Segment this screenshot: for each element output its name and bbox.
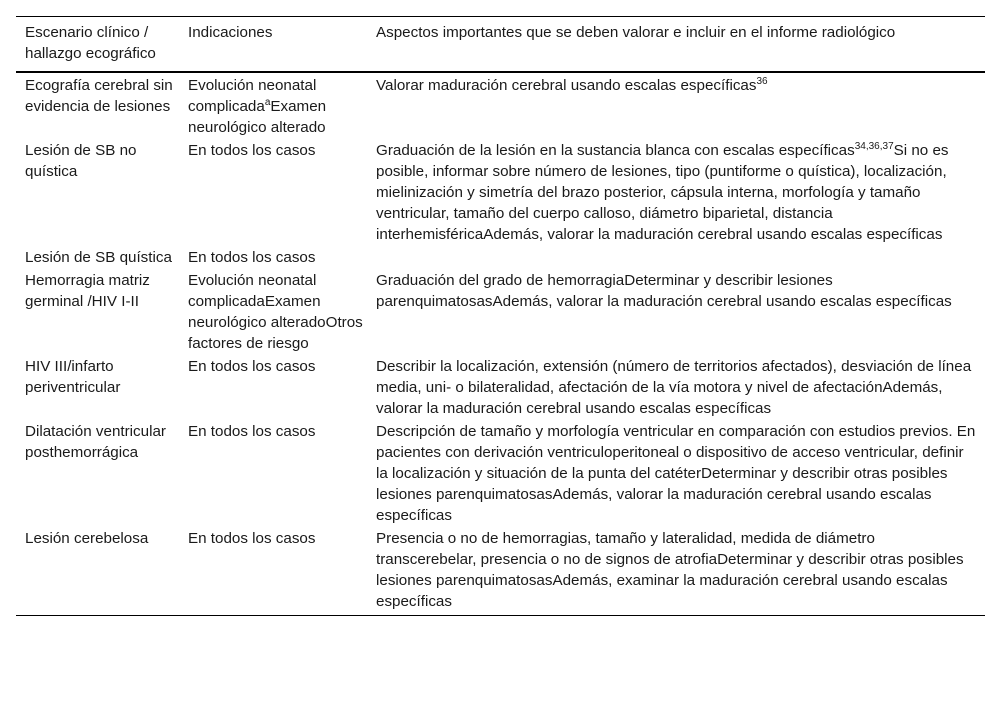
cell-indication: En todos los casos (188, 423, 316, 440)
cell-indication-text: Examen neurológico alterado (188, 98, 327, 136)
citation-marker: 34,36,37 (854, 141, 894, 152)
cell-aspects: Describir la localización, extensión (número de territorios afectados), desviación de línea media, uni- o bilateralidad, afectación de la vía motora y nivel de afectaciónAdemás, valorar la maduración cerebral usando escalas específicas (376, 358, 972, 417)
footnote-marker: a (264, 97, 271, 108)
cell-scenario: Ecografía cerebral sin evidencia de lesiones (25, 77, 173, 115)
citation-marker: 36 (756, 76, 768, 87)
cell-scenario: HIV III/infarto periventricular (25, 358, 121, 396)
table-row (16, 420, 985, 527)
table-header (16, 17, 985, 73)
table-row (16, 527, 985, 616)
header-aspects: Aspectos importantes que se deben valorar e incluir en el informe radiológico (376, 24, 896, 41)
cell-aspects: Graduación del grado de hemorragiaDeterminar y describir lesiones parenquimatosasAdemás, valorar la maduración cerebral usando escalas específicas (376, 272, 952, 310)
cell-indication: En todos los casos (188, 142, 316, 159)
cell-aspects (376, 139, 985, 246)
table-row (16, 355, 985, 420)
header-indications: Indicaciones (188, 24, 273, 41)
header-row (16, 17, 985, 73)
cell-scenario: Lesión de SB quística (25, 249, 172, 266)
cell-indication: Evolución neonatal complicadaExamen neurológico alteradoOtros factores de riesgo (188, 272, 363, 352)
cell-scenario: Lesión de SB no quística (25, 142, 137, 180)
cell-indication (188, 72, 376, 139)
cell-indication: En todos los casos (188, 530, 316, 547)
cell-scenario: Hemorragia matriz germinal /HIV I-II (25, 272, 150, 310)
cell-aspects: Presencia o no de hemorragias, tamaño y lateralidad, medida de diámetro transcerebelar, presencia o no de signos de atrofiaDeterminar y describir otras posibles lesiones parenquimatosasAdemás, examinar la maduración cerebral usando escalas específicas (376, 530, 964, 610)
cell-scenario: Dilatación ventricular posthemorrágica (25, 423, 166, 461)
cell-indication-text: Evolución neonatal complicada (188, 77, 317, 115)
cell-aspects (376, 246, 985, 269)
radiology-report-table (16, 16, 985, 616)
table-body (16, 72, 985, 616)
cell-aspects-text: Valorar maduración cerebral usando escalas específicas (376, 77, 757, 94)
table-row (16, 72, 985, 139)
table-row (16, 246, 985, 269)
header-scenario: Escenario clínico / hallazgo ecográfico (25, 24, 156, 62)
table-row (16, 269, 985, 355)
cell-indication: En todos los casos (188, 358, 316, 375)
cell-indication: En todos los casos (188, 249, 316, 266)
cell-aspects (376, 72, 985, 139)
cell-scenario: Lesión cerebelosa (25, 530, 149, 547)
table-row (16, 139, 985, 246)
cell-aspects-text: Graduación de la lesión en la sustancia blanca con escalas específicas (376, 142, 855, 159)
cell-aspects: Descripción de tamaño y morfología ventricular en comparación con estudios previos. En pacientes con derivación ventriculoperitoneal o dispositivo de acceso ventricular, definir la localización y situación de la punta del catéterDeterminar y describir otras posibles lesiones parenquimatosasAdemás, valorar la maduración cerebral usando escalas específicas (376, 423, 976, 524)
radiology-report-table-container (16, 16, 985, 616)
cell-aspects-text: Si no es posible, informar sobre número de lesiones, tipo (puntiforme o quística), localización, mielinización y simetría del brazo posterior, cápsula interna, morfología y tamaño ventricular, tamaño del cuerpo calloso, diámetro biparietal, distancia interhemisféricaAdemás, valorar la maduración cerebral usando escalas específicas (376, 142, 949, 243)
